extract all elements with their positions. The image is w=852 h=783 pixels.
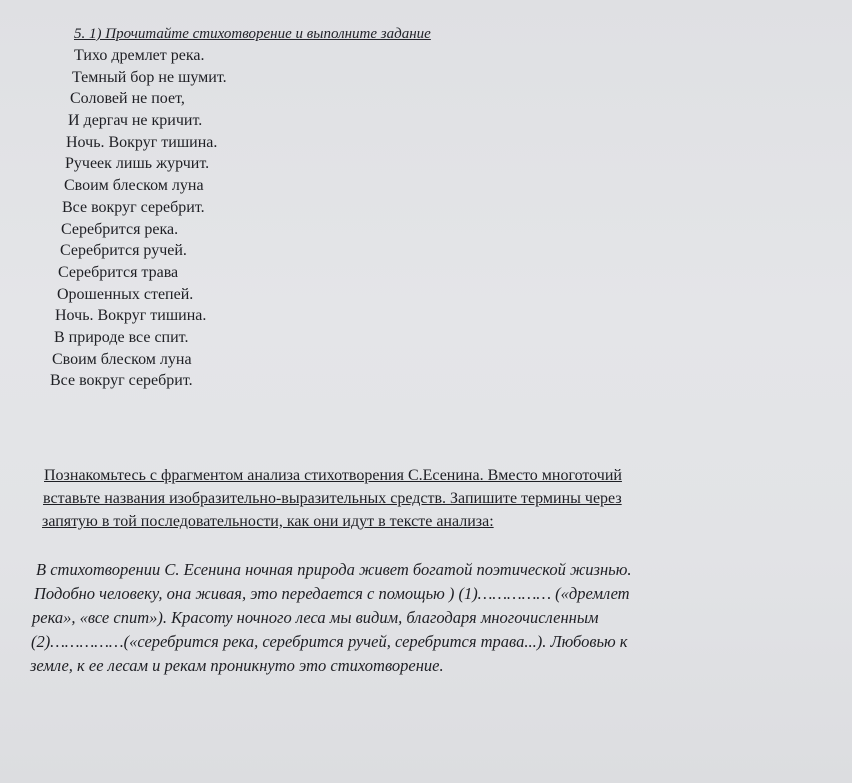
- poem-line: Серебрится трава: [58, 263, 179, 281]
- poem-line: Ночь. Вокруг тишина.: [66, 133, 218, 151]
- poem-line: Тихо дремлет река.: [74, 47, 205, 64]
- poem-line: В природе все спит.: [54, 328, 189, 346]
- poem-line: Орошенных степей.: [57, 285, 194, 303]
- poem-line: Соловей не поет,: [70, 90, 185, 108]
- analysis-line: земле, к ее лесам и рекам проникнуто это стихотворение.: [30, 656, 444, 675]
- analysis-line: река», «все спит»). Красоту ночного леса мы видим, благодаря многочисленным: [32, 608, 599, 627]
- instruction-line: Познакомьтесь с фрагментом анализа стихотворения С.Есенина. Вместо многоточий: [44, 467, 622, 484]
- poem-line: Все вокруг серебрит.: [50, 372, 193, 390]
- poem-line: Ночь. Вокруг тишина.: [55, 307, 207, 325]
- poem: [50, 45, 370, 392]
- poem-line: Своим блеском луна: [64, 177, 204, 195]
- poem-line: Ручеек лишь журчит.: [65, 155, 210, 173]
- instruction-line: запятую в той последовательности, как они идут в тексте анализа:: [42, 513, 494, 530]
- instruction-line: вставьте названия изобразительно-выразительных средств. Запишите термины через: [43, 490, 622, 507]
- poem-line: Своим блеском луна: [52, 350, 192, 368]
- analysis-line: (2)……………(«серебрится река, серебрится ручей, серебрится трава...). Любовью к: [31, 632, 628, 651]
- instruction-text: [42, 464, 812, 533]
- analysis-line: В стихотворении С. Есенина ночная природа живет богатой поэтической жизнью.: [36, 560, 632, 579]
- task-heading: 5. 1) Прочитайте стихотворение и выполните задание: [74, 26, 431, 42]
- analysis-line: Подобно человеку, она живая, это передается с помощью ) (1)…………… («дремлет: [34, 584, 630, 603]
- poem-line: Серебрится река.: [61, 220, 179, 238]
- poem-line: Серебрится ручей.: [60, 242, 187, 260]
- poem-line: Темный бор не шумит.: [72, 68, 227, 86]
- poem-line: Все вокруг серебрит.: [62, 198, 205, 216]
- poem-line: И дергач не кричит.: [68, 112, 203, 130]
- analysis-fragment: [30, 558, 820, 678]
